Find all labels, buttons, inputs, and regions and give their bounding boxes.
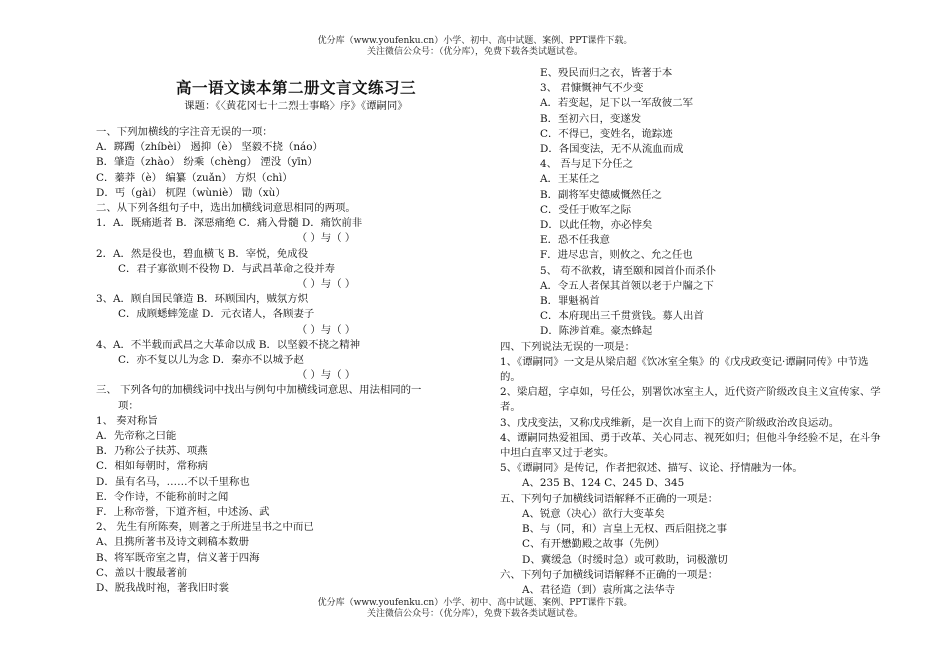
left-line: F．上称帝誉，下道齐桓，中述汤、武 [96,506,270,519]
right-line: 五、下列句子加横线词语解释不正确的一项是： [500,492,719,505]
right-line: 4、谭嗣同热爱祖国、勇于改革、关心同志、视死如归；但他斗争经验不足，在斗争 [500,431,881,444]
left-line: 1、 奏对称旨 [96,414,158,427]
right-line: B．至初六日，变遂发 [540,112,642,125]
page-subtitle: 课题：《〈黄花冈七十二烈士事略〉序》《谭嗣同》 [184,100,408,112]
right-line: B．罪魁祸首 [540,295,600,308]
left-line: D、脱我战时袍，著我旧时裳 [96,582,230,595]
right-line: D．各国变法，无不从流血而成 [540,143,684,156]
right-line: 4、 吾与足下分任之 [540,158,634,171]
right-line: 六、下列句子加横线词语解释不正确的一项是： [500,568,719,581]
right-line: A、锐意（决心）欲行大变革矣 [522,507,665,520]
left-line: （ ）与（ ） [296,369,356,382]
left-line: （ ）与（ ） [296,232,356,245]
left-line: C．君子寡欲则不役物 D．与武昌革命之役并寿 [118,262,336,275]
left-line: 3、A．顾自国民肇造 B．环顾国内，贼氛方炽 [96,293,309,306]
left-line: B．乃称公子扶苏、项燕 [96,445,208,458]
left-line: D．丐（gài） 杌陧（wùniè） 勖（xù） [96,186,286,199]
right-line: 3、戊戌变法，又称戊戌维新，是一次自上而下的资产阶级政治改良运动。 [500,416,840,429]
right-line: C．受任于败军之际 [540,203,632,216]
right-line: 5、 苟不欲救，请至颐和园首仆而杀仆 [540,264,717,277]
right-line: D、冀缓急（时缓时急）或可救助，词极激切 [522,553,728,566]
left-line: （ ）与（ ） [296,278,356,291]
left-column [96,125,496,596]
left-line: 1．A．既痛逝者 B．深惡痛绝 C．痛入骨髓 D．痛饮前非 [96,217,363,230]
right-line: B、与（同，和）言皇上无权、西后阻挠之事 [522,523,728,536]
right-line: D．陈涉首难。豪杰蜂起 [540,325,653,338]
left-line: C．成顾蟋蟀笼虚 D．元衣诸人，各顾妻子 [118,308,315,321]
right-line: 者。 [500,401,521,414]
right-line: A．若变起，足下以一军敌彼二军 [540,97,693,110]
left-line: 4、A．不半载而武昌之大革命以成 B．以坚毅不挠之精神 [96,338,361,351]
right-line: E、殁民而归之衣，皆著于本 [540,67,673,79]
right-line: 中坦白直率又过于老实。 [500,447,615,460]
left-line: A．踯躅（zhíbèi） 遏抑（è） 坚毅不挠（náo） [96,141,323,154]
right-line: F．进尽忠言，则攸之、允之任也 [540,249,693,262]
left-line: 二、从下列各组句子中，选出加横线词意思相同的两项。 [96,202,356,215]
right-line: A、235 B、124 C、245 D、345 [522,477,685,490]
left-line: B、将军既帝室之胄，信义著于四海 [96,551,260,564]
right-line: A、君径造（到）袁所寓之法华寺 [522,583,675,596]
right-line: A．令五人者保其首领以老于户牖之下 [540,279,714,292]
right-line: C、有开懋勤殿之故事（先例） [522,538,666,551]
left-line: 项： [118,399,139,412]
left-line: C、盖以十腹最著前 [96,566,188,579]
right-column [500,66,920,598]
right-line: A．王某任之 [540,173,600,186]
page-title: 高一语文读本第二册文言文练习三 [175,79,416,97]
header-line-2: 关注微信公众号：（优分库），免费下载各类试题试卷。 [366,47,583,57]
left-line: 一、下列加横线的字注音无误的一项： [96,126,273,138]
left-line: A．先帝称之曰能 [96,430,177,443]
left-line: （ ）与（ ） [296,323,356,336]
left-line: 2、 先生有所陈奏，则著之于所进呈书之中而已 [96,521,314,534]
right-line: 2、梁启超，字卓如，号任公，别署饮冰室主人，近代资产阶级改良主义宣传家、学 [500,386,881,399]
header-line-1: 优分库（www.youfenku.cn）小学、初中、高中试题、案例、PPT课件下载。 [317,36,633,46]
left-line: E．令作诗，不能称前时之闻 [96,490,229,503]
left-line: C．蓁莽（è） 编纂（zuǎn） 方炽（chì） [96,171,293,184]
footer-line-2: 关注微信公众号：（优分库），免费下载各类试题试卷。 [366,609,583,619]
footer-line-1: 优分库（www.youfenku.cn）小学、初中、高中试题、案例、PPT课件下载。 [317,598,633,608]
left-line: D．虽有名马，……不以千里称也 [96,475,250,488]
left-line: C．亦不复以儿为念 D．秦亦不以城予赵 [118,354,304,367]
left-line: 2．A．然是役也，碧血横飞 B．宰悦，免成役 [96,247,309,260]
right-line: 3、 君慷慨神气不少变 [540,82,644,95]
left-line: A、且携所著书及诗文刺稿本数册 [96,536,249,549]
left-line: C．相如每朝时，常称病 [96,460,208,473]
left-line: B．肇造（zhào） 纷乘（chèng） 湮没（yīn） [96,156,318,169]
right-line: C．本府现出三千贯赏钱。募人出首 [540,310,704,323]
right-line: 四、下列说法无误的一项是： [500,340,636,353]
page-header [0,36,950,58]
left-line: 三、 下列各句的加横线词中找出与例句中加横线词意思、用法相同的一 [96,384,422,397]
page-footer [0,598,950,620]
right-line: C．不得已，变姓名，诡踪迹 [540,127,673,140]
right-line: 1、《谭嗣同》一文是从梁启超《饮冰室全集》的《戊戌政变记·谭嗣同传》中节选 [500,355,869,368]
right-line: D．以此任物，亦必悖矣 [540,219,653,232]
right-line: 5、《谭嗣同》是传记，作者把叙述、描写、议论、抒情融为一体。 [500,462,803,475]
right-line: B．副将军史德威慨然任之 [540,188,662,201]
right-line: E．恐不任我意 [540,234,610,247]
right-line: 的。 [500,371,521,384]
